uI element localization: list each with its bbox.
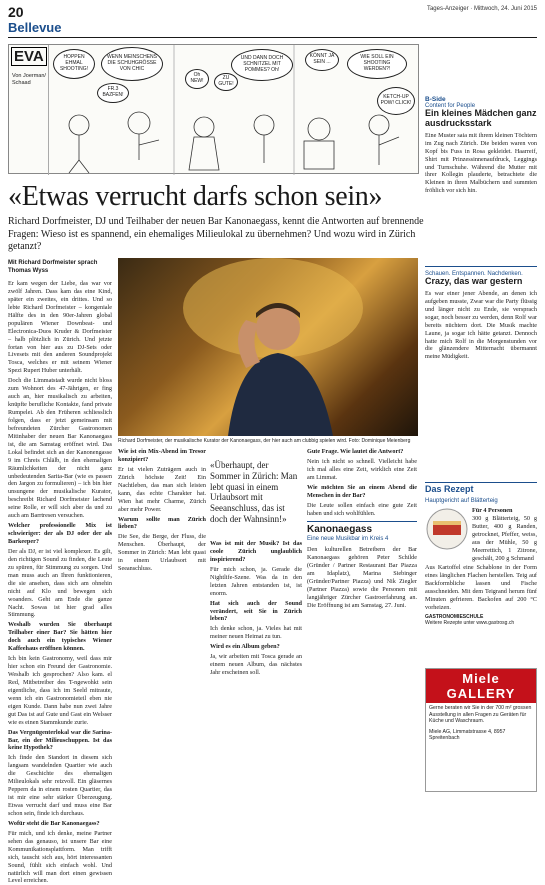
interview-answer: Der als DJ, er ist viel komplexer. Es gilt, den richtigen Sound zu finden, die Leute zu spüren, für Stimmung zu sorgen. Und man muss auch an Ihren funktionieren, die sie ansehen, dass sich am ohnehin nicht auf Klo und bewegen sich woanders. Geht am Ende die ganze Nacht. Sowas ist hier grad alles Stimmung. — [8, 547, 112, 619]
ad-brand: Miele GALLERY — [426, 669, 536, 703]
interview-question: Das Vergnügenterlokal war die Sarina-Bar, ein der Milieuschuppen. Ist das keine Hypothek? — [8, 728, 112, 752]
sidebar-title: Ein kleines Mädchen ganz ausdrucksstark — [425, 108, 537, 128]
article-headline: «Etwas verrucht darfs schon sein» — [8, 181, 383, 212]
interview-answer: Ich bin kein Gastronomy, weil dass mir hier schon ein Freund der Gastronomie. Weshalb ich gesprochen? Also kam. el Red, Mitbetreiber des T-ngewohkt sein eigentliche, dass ich im Seeld mitraute, wenn ich ein Gastronomieteil eben nie eigen Kunde. Dann habe nun zwei Jahre gut Das ist auf Gute und Gast ein Welsser wie es einen Stammkunde zurie. — [8, 655, 112, 726]
sidebar-kicker: B-Side — [425, 96, 446, 103]
speech-bubble: FR.3 BAZFEN! — [97, 83, 129, 103]
speech-bubble: HOPPEN EHMAL SHOOTING! — [53, 49, 95, 79]
article-author: Mit Richard Dorfmeister sprach Thomas Wyss — [8, 260, 98, 274]
interview-answer: Für mich, und ich denke, meine Partner sehen das genauso, ist unsere Bar eine Kommunikationsplattform. Man trifft sich, tauscht sich aus, hört interessanten Sound, fühlt sich einfach wohl. Und natürlich will man dort einen gewissen Level erreichen. — [8, 829, 112, 885]
recipe-logo: GASTRONOMIESCHULE — [425, 614, 484, 621]
speech-bubble: WIE SOLL EIN SHOOTING WERDEN?! — [347, 49, 407, 79]
interview-answer: Ich denke schon, ja. Vieles hat mit meiner neuen Heimat zu tun. — [210, 625, 302, 641]
article-column-1 — [8, 280, 112, 885]
photo-caption: Richard Dorfmeister, der musikalische Kurator der Kanonaegass, der hier auch am clubbig spielen wird. Foto: Dominique Meienberg — [118, 438, 411, 444]
recipe-credit: Weitere Rezepte unter www.gastrosg.ch — [425, 620, 515, 627]
recipe-subtitle: Hauptgericht auf Blätterteig — [425, 497, 498, 504]
article-standfirst: Richard Dorfmeister, DJ und Teilhaber der neuen Bar Kanonaegass, kennt die Antworten auf brennende Fragen: Wieso ist es spannend, ein ehemaliges Milieulokal zu übernehmen? Und wozu wird in Zürich getanzt? — [8, 216, 424, 252]
kanonaegass-title: Kanonaegass — [307, 523, 373, 535]
recipe-ingredients: 300 g Blätterteig, 50 g Butter, 400 g Randen, getrocknet, Pfeffer, weiss, aus der Mühle, 50 g Meerrettich, 1 Zitrone, geschält, 200 g Schmand — [472, 514, 537, 562]
speech-bubble: ZU GUTE! — [214, 73, 238, 91]
article-column-4 — [307, 448, 417, 798]
speech-bubble: UND DANN DOCH SCHNITZEL MIT POMMES? Oh! — [231, 49, 293, 81]
masthead-rule — [8, 37, 537, 38]
recipe-dish-icon — [425, 507, 469, 551]
interview-question: Weshalb wurden Sie überhaupt Teilhaber einer Bar? Sie hätten hier doch auch ein typisches Wiener Kaffeehaus eröffnen können. — [8, 621, 112, 653]
interview-question: Wie ist ein Mix-Abend im Tresor konzipiert? — [118, 448, 206, 463]
interview-question: Hat sich auch der Sound verändert, seit Sie in Zürich leben? — [210, 599, 302, 623]
article-column-3 — [210, 540, 302, 795]
crazy-subtitle: Schauen. Entspannen. Nachdenken. — [425, 271, 523, 277]
pull-quote: «Überhaupt, der Sommer in Zürich: Man lebt quasi in einem Urlaubsort mit Seeanschluss, das ist doch der Wahnsinn!» — [210, 460, 298, 524]
speech-bubble: KETCH-UP POW! CLICK! — [377, 87, 415, 115]
recipe-servings: Für 4 Personen — [472, 506, 513, 514]
comic-title: EVA — [11, 47, 47, 66]
interview-question: Wie möchten Sie an einem Abend die Menschen in der Bar? — [307, 483, 417, 499]
sidebar-text: Eine Muster saia mit ihrem kleinen Töchtern im Zug nach Zürich. Die beiden waren von Kopf bis Fuss in Rosa gekleidet. Haarreif, Shirt mit Prinzessinnenaufdruck, Leggings und Turnschuhe. Während die Mutter mit ihrer Kollegin plauderte, betrachtete die Kleinen in ihren Malbüchern und summten fröhlich vor sich hin. — [425, 131, 537, 195]
interview-question: Gute Frage. Wie lautet die Antwort? — [307, 448, 404, 455]
article-photo — [118, 258, 418, 436]
interview-answer: Nein ich nicht so schnell. Vielleicht habe ich mal alles eine Zeit, wirklich eine Zeit am Limmat. — [307, 457, 417, 481]
portrait-illustration — [118, 258, 418, 436]
recipe-box — [425, 482, 537, 664]
sidebar-subtitle: Content for People — [425, 103, 476, 109]
interview-question: Wofür steht die Bar Kanonaegass? — [8, 819, 100, 827]
interview-answer: Die Leute sollen einfach eine gute Zeit haben und sich wohlfühlen. — [307, 501, 417, 517]
recipe-kicker: Das Rezept — [425, 484, 474, 494]
crazy-text: Es war einer jener Abende, an denen ich aufgeben musste, Zwar war die Party flüssig und länger nicht zu Ende, sie versprach sogar, noch besser zu werden, denn Rolf war bereits nüchtern dort. Die Musik machte Laune, ja sogar ich hätte getanzt. Dennoch hatte mich Rolf in die Morgenstunden vor die glänzendere Mitternacht übermannt meine Müdigkeit. — [425, 289, 537, 361]
kanonaegass-text: Den kulturellen Betreibern der Bar Kanonaegass gehören Peter Schilde (Gründer / Partner Restaurant Bar Piazza am Idaplatz), Marina Siebinger (Gründer/Partner Piazza) und Nik Ziegler (Partner Piazza) sowie die Personen mit langjähriger Zürcher Gastroerfahrung an. Die Eröffnung ist am Samstag, 27. Juni. — [307, 545, 417, 609]
interview-answer: Ich finde den Standort in diesem sich langsam wandelnden Quartier wie auch die Geschichte des ehemaligen Milieulokals sehr reizvoll. Ein gläsernes Peppern da in einem rosten Quartier, das ist mir eine sehr stärker Überzeugung. Etwas verrucht darf und muss eine Bar schon sein, finde ich durchaus. — [8, 754, 112, 817]
interview-answer: Er ist vielen Zuträgern auch in Zürich höchste Zeit! Ein Nachtleben, das man sich leisten kann, das echte Charakter hat. Wien hat mehr Charme, Zürich aber mehr Power. — [118, 465, 206, 513]
sidebar-bside — [425, 96, 537, 256]
comic-title-panel — [9, 45, 49, 175]
ad-address: Miele AG, Limmatstrasse 4, 8957 Spreitenbach — [429, 728, 506, 741]
article-column-2 — [118, 448, 206, 795]
paragraph: Er kam wegen der Liebe, das war vor zwölf Jahren. Dass kam das eine Kind, später ein zweites, ein drittes. Und so lebte Richard Dorfmeister – kongeniale Hälfte des in den 90er-Jahren global populären Wiener Downbeat- und Electronica-Duos Kruder & Dorfmeister – halb plötzlich in Zürich. Und jetzte fortan von hier aus zu DJ-Sets oder Livesets mit den anderen Soundprojekt Tosca, welches er mit seinem Wiener Spezi Rupert Huber unterhält. — [8, 280, 112, 375]
paper-info: Tages-Anzeiger · Mittwoch, 24. Juni 2015 — [426, 6, 537, 12]
interview-answer: Die See, die Berge, der Fluss, die Menschen. Überhaupt, der Sommer in Zürich: Man lebt quasi in einem Urlaubsort mit Seeanschluss. — [118, 533, 206, 573]
crazy-title: Crazy, das war gestern — [425, 276, 523, 286]
comic-credit: Von Joerman/ Schaad — [12, 73, 46, 86]
page-number: 20 — [8, 4, 24, 20]
speech-bubble: WENN MEINSCHENS DIE SCHUHGRÖSSE VON CHIC — [101, 47, 163, 81]
section-title: Bellevue — [8, 20, 62, 35]
kanonaegass-box — [307, 521, 417, 610]
interview-answer: Ja, wir arbeiten mit Tosca gerade an einem neuen Album, das nächstes Jahr erscheinen soll. — [210, 653, 302, 677]
ad-text: Gerne beraten wir Sie in der 700 m² grossen Ausstellung in allen Fragen zu Geräten für Küche und Waschraum. — [429, 705, 532, 724]
interview-question: Warum sollte man Zürich lieben? — [118, 515, 206, 531]
comic-strip — [8, 44, 419, 174]
kanonaegass-subtitle: Eine neue Musikbar im Kreis 4 — [307, 536, 389, 543]
sidebar-crazy — [425, 262, 537, 422]
paragraph: Doch die Limmatstadt wurde nicht bloss zum Wohnort des 47-Jährigen, er fing auch an, hier musikalisch zu arbeiten, knüpfte berufliche Kontakte, fand private Rumpelei. Ab den Früheren schliesslich folgen, dass er jetzt gemeinsam mit befreundeten Zürcher Gastronomen Mitinhaber der neuen Bar Kanonaegass ist, die am Samstag eröffnet wird. Das Lokal befindet sich an der Kanonengasse 9 im Chreis Chlälb, in den ehemaligen Räumlichkeiten der nicht ganz unbedeutenden Sarita-Bar (wie es passen den Jargon zu formulieren) – ich bin hier unsungene der musikalische Kurator, beschreibt Richard Dorfmeister lachend seine Rolle, er will sich aber da und zu auch am Barrtresen versuchen. — [8, 377, 112, 520]
interview-question: Wird es ein Album geben? — [210, 643, 280, 651]
interview-answer: Für mich schon, ja. Gerade die Nightlife-Szene. Was da in den letzten Jahren entstanden ist, ist enorm. — [210, 565, 302, 597]
recipe-text: Aus Kartoffel eine Schablone in der Form eines länglichen Flachen herstellen. Teig auf Backformbliche lassen und Fische ausschneiden. Mit dem Teigrand herum fünf Minuten gefrieren. Backofen auf 200 °C vorheizen. — [425, 564, 537, 612]
interview-question: Welcher professionelle Mix ist schwieriger: der als DJ oder der als Barkeeper? — [8, 522, 112, 545]
divider — [425, 266, 537, 267]
interview-question: Was ist mit der Musik? Ist das coole Zürich unglaublich inspirierend? — [210, 540, 302, 563]
speech-bubble: Oh NEW! — [185, 69, 209, 89]
speech-bubble: KÖNNT JA SEIN ... — [305, 49, 339, 71]
miele-advertisement[interactable] — [425, 668, 537, 792]
